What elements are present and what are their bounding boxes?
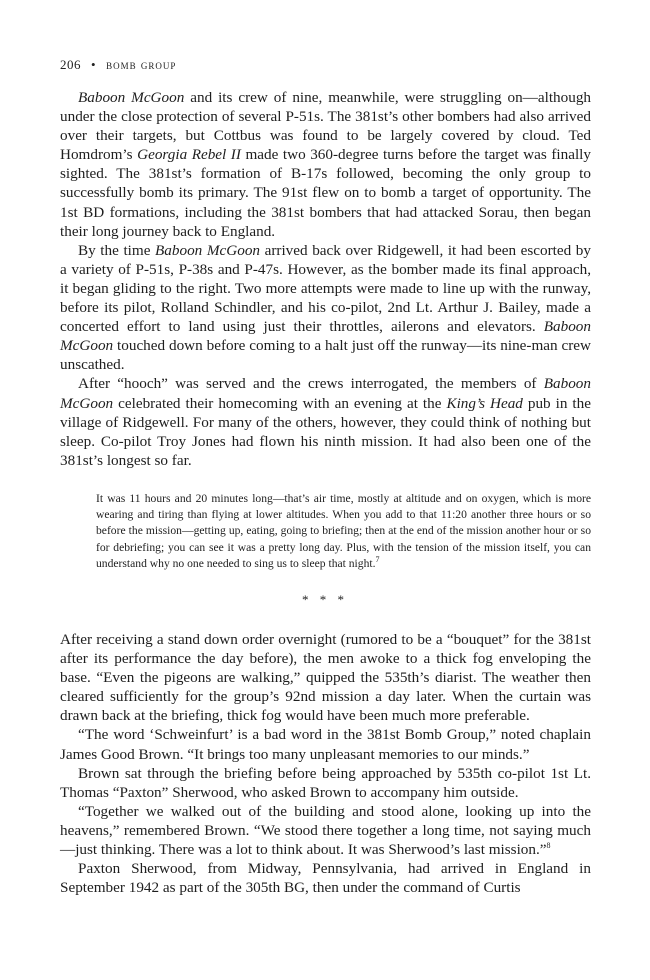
italic-title: King’s Head bbox=[446, 394, 523, 412]
header-bullet: • bbox=[91, 57, 97, 72]
paragraph: After receiving a stand down order overnight (rumored to be a “bouquet” for the 381st after its performance the day before), the men awoke to a thick fog enveloping the base. “Even the pigeons are walking,” quipped the 535th’s diarist. The weather then cleared sufficiently for the group’s 92nd mission a day later. When the curtain was drawn back at the briefing, thick fog would have been much more preferable. bbox=[60, 631, 591, 725]
italic-title: Baboon McGoon bbox=[60, 318, 591, 355]
page-number: 206 bbox=[60, 57, 81, 72]
block-quote bbox=[96, 491, 591, 572]
paragraph: Paxton Sherwood, from Midway, Pennsylvania, had arrived in England in September 1942 as part of the 305th BG, then under the command of Curtis bbox=[60, 860, 591, 897]
paragraph: Brown sat through the briefing before being approached by 535th co-pilot 1st Lt. Thomas “Paxton” Sherwood, who asked Brown to accompany him outside. bbox=[60, 764, 591, 801]
paragraph: After “hooch” was served and the crews interrogated, the members of Baboon McGoon celebrated their homecoming with an evening at the King’s Head pub in the village of Ridgewell. For many of the others, however, they could think of nothing but sleep. Co-pilot Troy Jones had flown his ninth mission. It had also been one of the 381st’s longest so far. bbox=[60, 375, 591, 469]
running-title: bomb group bbox=[106, 57, 177, 72]
paragraph: By the time Baboon McGoon arrived back over Ridgewell, it had been escorted by a variety of P-51s, P-38s and P-47s. However, as the bomber made its final approach, it began gliding to the right. Two more attempts were made to line up with the runway, before its pilot, Rolland Schindler, and his co-pilot, 2nd Lt. Arthur J. Bailey, made a concerted effort to land using just their throttles, ailerons and elevators. Baboon McGoon touched down before coming to a halt just off the runway—its nine-man crew unscathed. bbox=[60, 241, 591, 374]
paragraph: “Together we walked out of the building and stood alone, looking up into the heavens,” remembered Brown. “We stood there together a long time, not saying much—just thinking. There was a lot to think about. It was Sherwood’s last mission.”$^8$ bbox=[60, 802, 591, 859]
body-text-block-1 bbox=[60, 88, 591, 470]
italic-title: Baboon McGoon bbox=[78, 89, 185, 106]
italic-title: Baboon McGoon bbox=[155, 241, 261, 259]
body-text-block-2 bbox=[60, 630, 591, 897]
paragraph: Baboon McGoon and its crew of nine, meanwhile, were struggling on—although under the close protection of several P-51s. The 381st’s other bombers had also arrived over their targets, but Cottbus was found to be largely covered by cloud. Ted Homdrom’s Georgia Rebel II made two 360-degree turns before the target was finally sighted. The 381st’s formation of B-17s followed, becoming the only group to successfully bomb its primary. The 91st flew on to bomb a target of opportunity. The 1st BD formations, including the 381st bombers that had attacked Sorau, then began their long journey back to England. bbox=[60, 89, 592, 240]
running-header bbox=[60, 57, 176, 73]
section-separator: * * * bbox=[302, 592, 348, 607]
footnote-marker: 7 bbox=[375, 554, 380, 564]
italic-title: Baboon McGoon bbox=[60, 375, 591, 412]
quote-text: It was 11 hours and 20 minutes long—that’s air time, mostly at altitude and on oxygen, which is more wearing and tiring than flying at lower altitudes. When you add to that 11:20 another three hours or so before the mission—getting up, eating, going to briefing; then at the end of the mission another hour or so for debriefing; you can see it was a pretty long day. Plus, with the tension of the mission itself, you can understand why no one needed to sing us to sleep that night. bbox=[96, 492, 591, 570]
paragraph: “The word ‘Schweinfurt’ is a bad word in the 381st Bomb Group,” noted chaplain James Good Brown. “It brings too many unpleasant memories to our minds.” bbox=[60, 726, 591, 763]
footnote-marker: 8 bbox=[546, 840, 551, 850]
italic-title: Georgia Rebel II bbox=[137, 146, 241, 164]
